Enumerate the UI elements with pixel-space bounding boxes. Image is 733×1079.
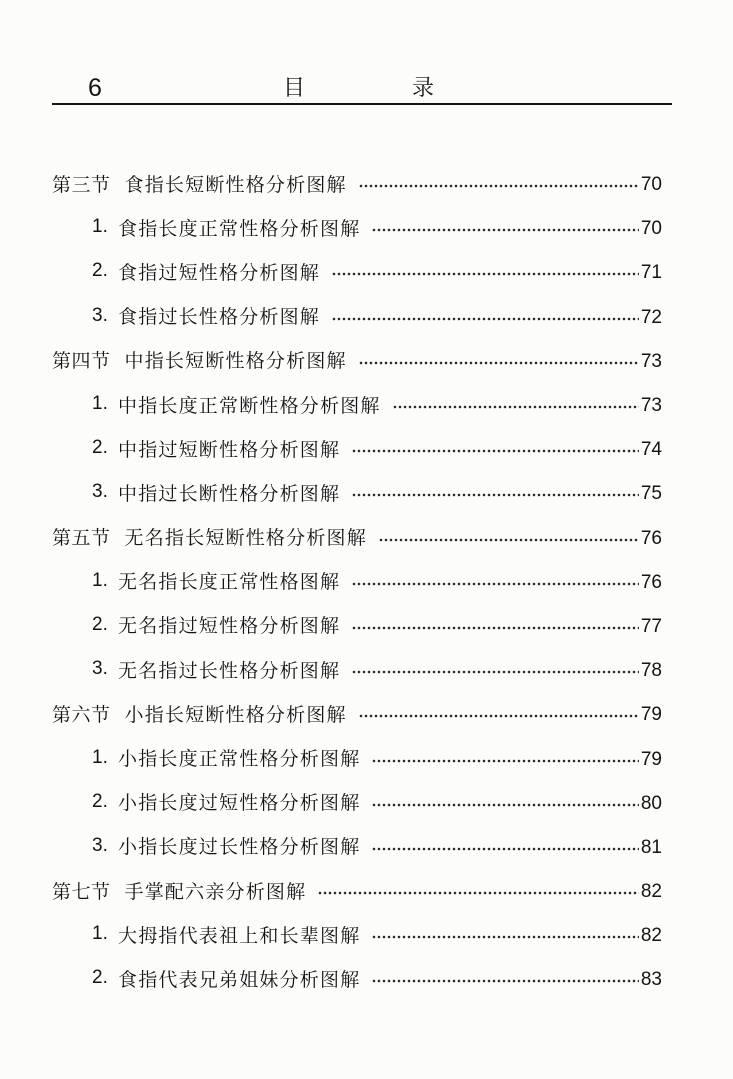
entry-number: 3.: [92, 304, 108, 326]
page-number: 72: [640, 306, 662, 328]
leader-dots: [372, 935, 639, 939]
toc-section-row: [48, 868, 662, 912]
toc-entry-row: [48, 824, 662, 868]
entry-title: 无名指过长性格分析图解: [118, 659, 341, 682]
leader-dots: [359, 714, 639, 718]
entry-number: 2.: [92, 260, 108, 282]
page-number: 79: [640, 704, 662, 726]
toc-entry-row: [48, 294, 662, 338]
entry-number: 1.: [92, 216, 108, 238]
page-number: 74: [640, 439, 662, 461]
entry-number: 3.: [92, 658, 108, 680]
running-page-number: 6: [88, 74, 102, 102]
toc-section-row: [48, 515, 662, 559]
page-number: 82: [640, 881, 662, 903]
entry-title: 中指长度正常断性格分析图解: [118, 394, 381, 417]
entry-number: 2.: [92, 613, 108, 635]
page-number: 82: [640, 925, 662, 947]
leader-dots: [359, 361, 639, 365]
toc-entry-row: [48, 382, 662, 426]
toc-entry-row: [48, 603, 662, 647]
section-label: 第七节: [52, 880, 111, 903]
section-title: 无名指长短断性格分析图解: [124, 527, 367, 550]
entry-title: 食指长度正常性格分析图解: [118, 217, 361, 240]
entry-title: 中指过短断性格分析图解: [118, 438, 341, 461]
entry-number: 2.: [92, 967, 108, 989]
entry-title: 食指代表兄弟姐妹分析图解: [118, 968, 361, 991]
entry-title: 大拇指代表祖上和长辈图解: [118, 924, 361, 947]
leader-dots: [359, 184, 639, 188]
toc-entry-row: [48, 647, 662, 691]
page-number: 71: [640, 262, 662, 284]
toc-section-row: [48, 691, 662, 735]
page-number: 73: [640, 350, 662, 372]
leader-dots: [379, 538, 639, 542]
leader-dots: [352, 493, 639, 497]
entry-number: 2.: [92, 790, 108, 812]
entry-title: 食指过短性格分析图解: [118, 261, 321, 284]
page-number: 75: [640, 483, 662, 505]
entry-number: 3.: [92, 834, 108, 856]
leader-dots: [332, 317, 639, 321]
header-rule: [52, 103, 672, 105]
leader-dots: [352, 670, 639, 674]
leader-dots: [372, 759, 639, 763]
entry-title: 小指长度正常性格分析图解: [118, 748, 361, 771]
leader-dots: [372, 979, 639, 983]
toc-entry-row: [48, 426, 662, 470]
page-number: 83: [640, 969, 662, 991]
toc-section-row: [48, 338, 662, 382]
leader-dots: [372, 803, 639, 807]
leader-dots: [318, 891, 639, 895]
entry-title: 小指长度过长性格分析图解: [118, 836, 361, 859]
toc-entry-row: [48, 205, 662, 249]
entry-number: 1.: [92, 569, 108, 591]
section-title: 手掌配六亲分析图解: [124, 880, 307, 903]
section-label: 第三节: [52, 173, 111, 196]
section-label: 第五节: [52, 527, 111, 550]
page-number: 76: [640, 527, 662, 549]
leader-dots: [352, 582, 639, 586]
entry-title: 无名指过短性格分析图解: [118, 615, 341, 638]
toc-entry-row: [48, 912, 662, 956]
page-number: 73: [640, 395, 662, 417]
entry-title: 食指过长性格分析图解: [118, 306, 321, 329]
entry-number: 2.: [92, 437, 108, 459]
page-number: 70: [640, 218, 662, 240]
page-number: 80: [640, 792, 662, 814]
leader-dots: [372, 847, 639, 851]
leader-dots: [372, 228, 639, 232]
toc-entry-row: [48, 780, 662, 824]
running-title-left: 目: [283, 76, 306, 101]
toc-entry-row: [48, 956, 662, 1000]
running-title-right: 录: [412, 76, 435, 101]
section-title: 小指长短断性格分析图解: [124, 703, 347, 726]
leader-dots: [332, 272, 639, 276]
entry-title: 中指过长断性格分析图解: [118, 482, 341, 505]
entry-number: 1.: [92, 393, 108, 415]
page-number: 76: [640, 571, 662, 593]
entry-number: 1.: [92, 923, 108, 945]
entry-title: 小指长度过短性格分析图解: [118, 792, 361, 815]
leader-dots: [393, 405, 639, 409]
toc-entry-row: [48, 735, 662, 779]
page-number: 77: [640, 615, 662, 637]
entry-number: 3.: [92, 481, 108, 503]
toc-entry-row: [48, 559, 662, 603]
section-label: 第六节: [52, 703, 111, 726]
entry-title: 无名指长度正常性格图解: [118, 571, 341, 594]
table-of-contents: [48, 161, 662, 1001]
toc-entry-row: [48, 470, 662, 514]
section-label: 第四节: [52, 350, 111, 373]
page-number: 79: [640, 748, 662, 770]
page-number: 70: [640, 174, 662, 196]
leader-dots: [352, 449, 639, 453]
leader-dots: [352, 626, 639, 630]
toc-entry-row: [48, 249, 662, 293]
page-number: 78: [640, 660, 662, 682]
section-title: 食指长短断性格分析图解: [124, 173, 347, 196]
page-number: 81: [640, 836, 662, 858]
section-title: 中指长短断性格分析图解: [124, 350, 347, 373]
toc-section-row: [48, 161, 662, 205]
entry-number: 1.: [92, 746, 108, 768]
